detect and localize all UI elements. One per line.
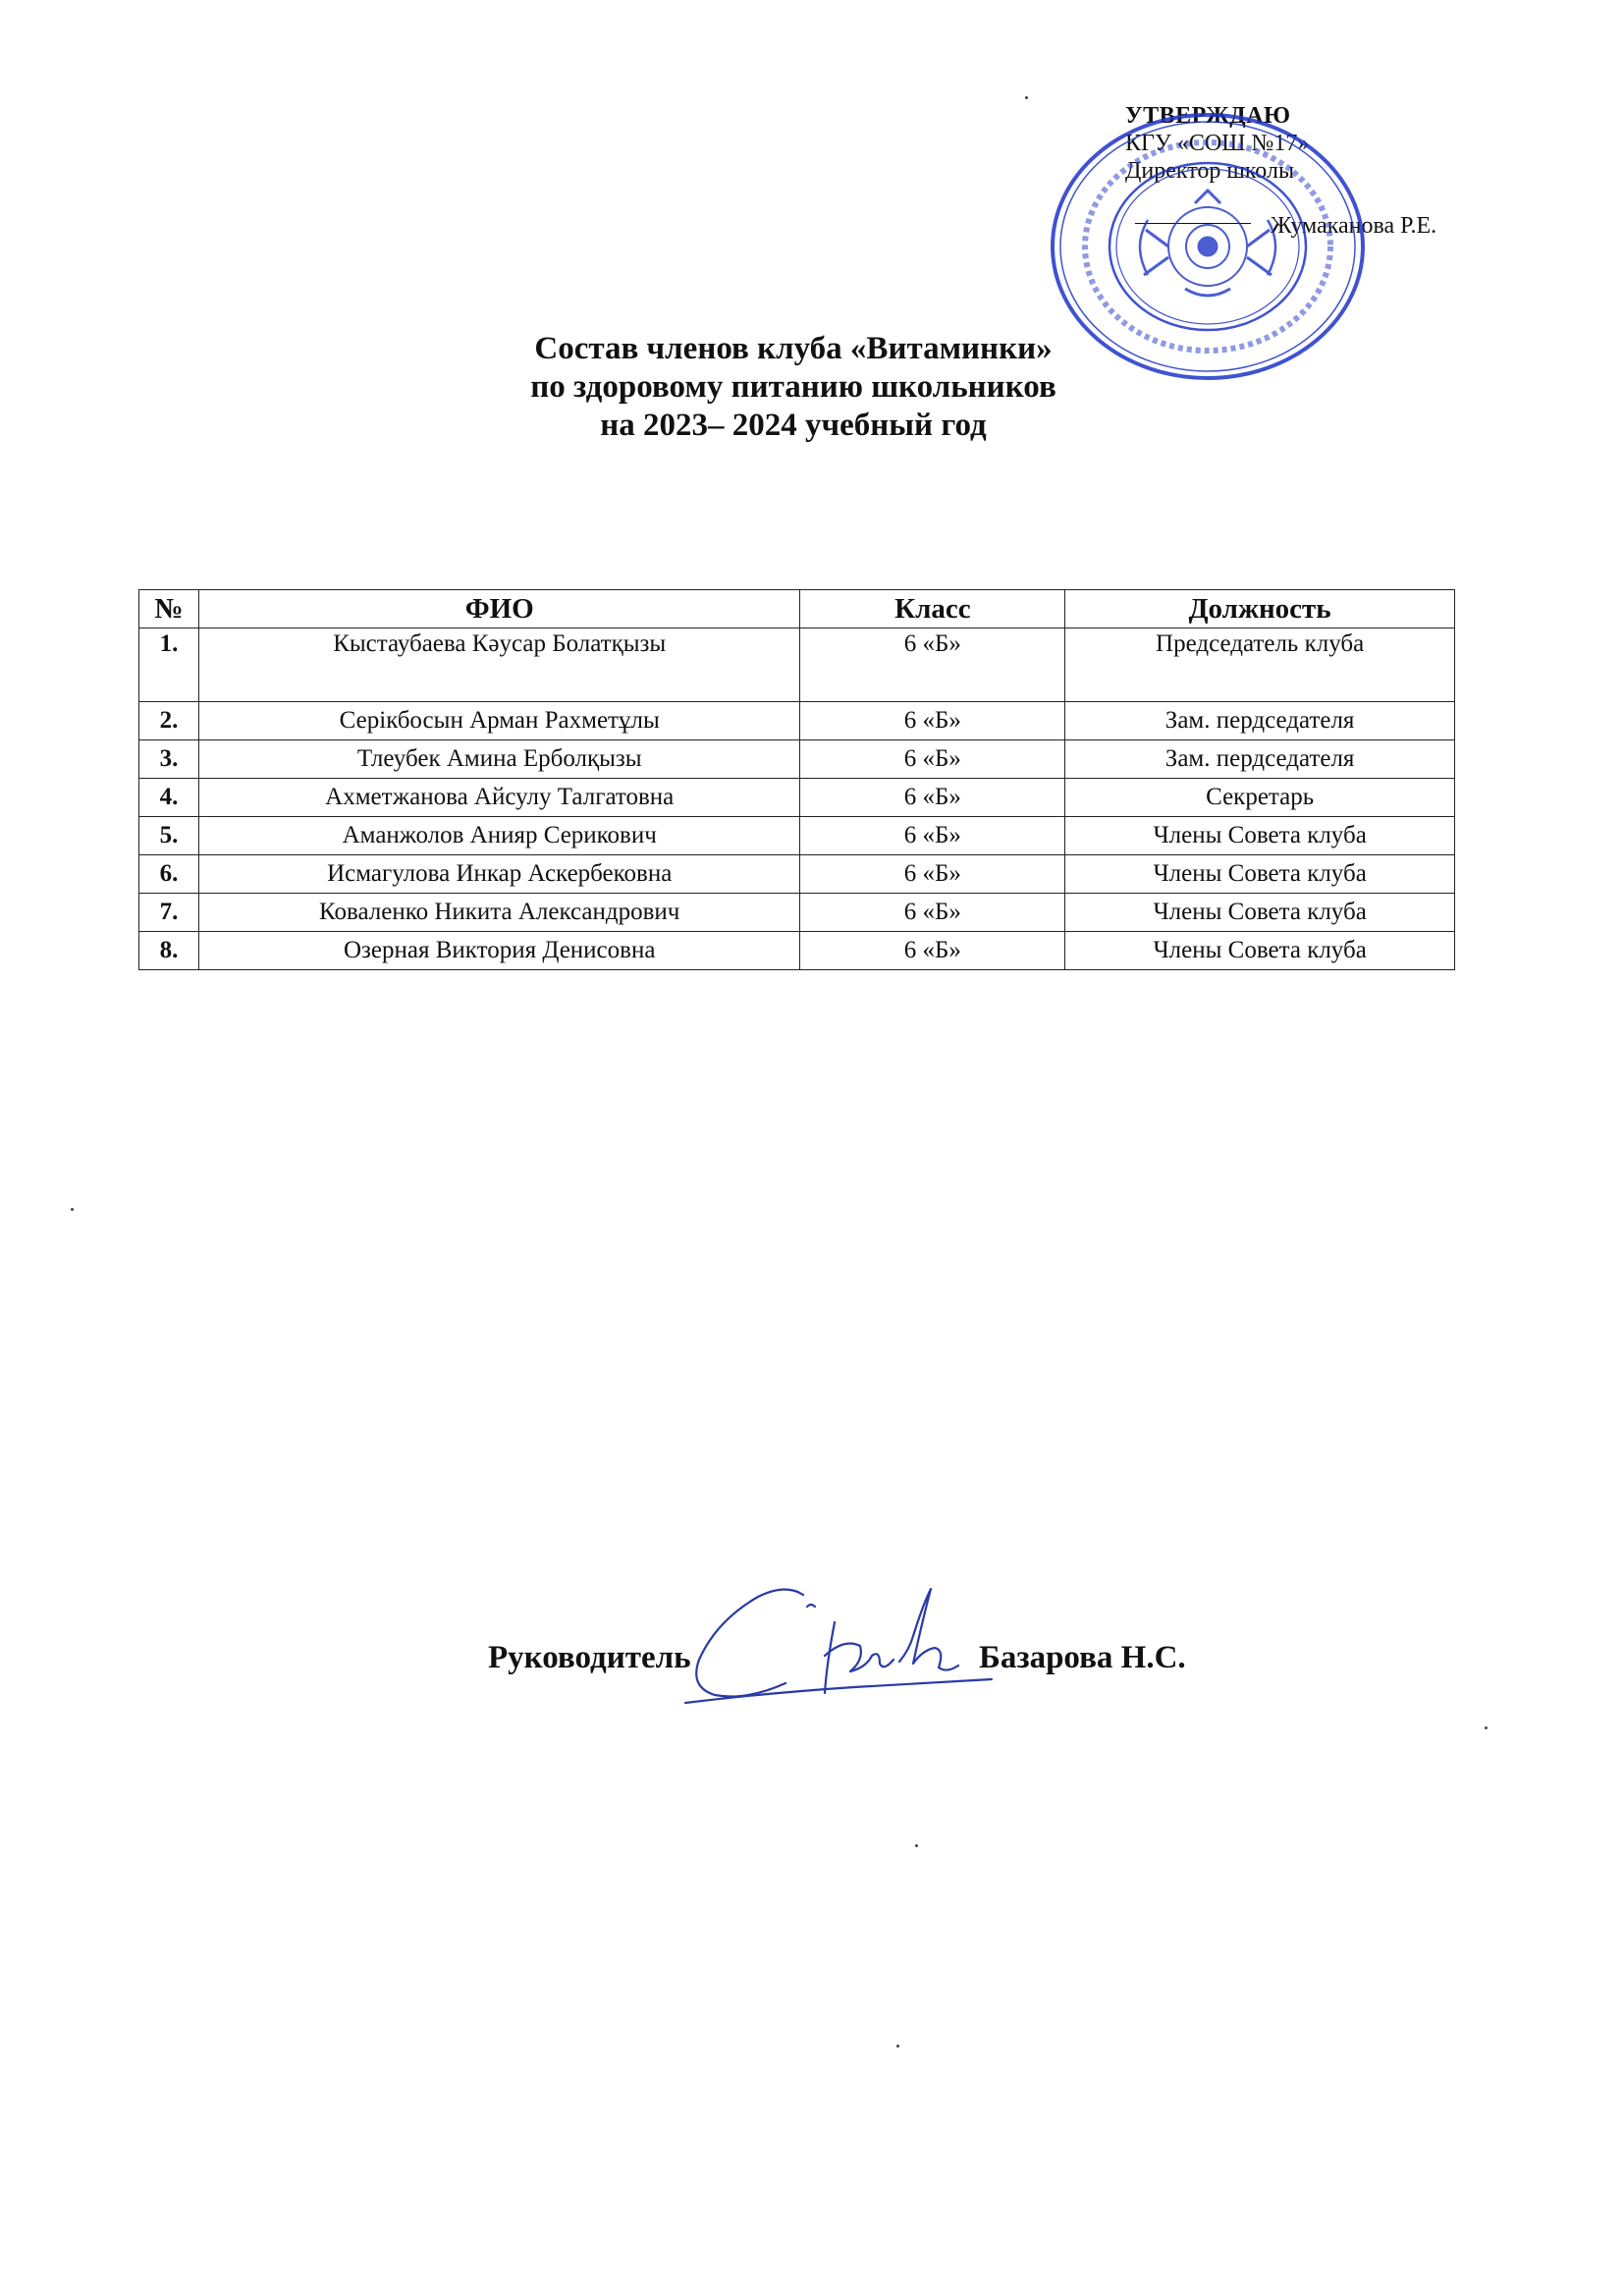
member-name: Аманжолов Анияр Серикович [198,817,800,855]
member-name: Тлеубек Амина Ерболқызы [198,740,800,779]
column-header-class: Класс [800,590,1065,629]
table-row [139,740,1455,779]
row-number: 7. [139,894,199,932]
row-number: 4. [139,779,199,817]
heading-line-3: на 2023– 2024 учебный год [600,408,987,443]
member-name: Исмагулова Инкар Аскербековна [198,855,800,894]
row-number: 1. [139,629,199,702]
member-role: Секретарь [1065,779,1455,817]
row-number: 3. [139,740,199,779]
member-class: 6 «Б» [800,779,1065,817]
heading-line-2: по здоровому питанию школьников [530,369,1056,405]
row-number: 2. [139,702,199,740]
approval-org: КГУ «СОШ №17» [1125,131,1310,156]
member-class: 6 «Б» [800,894,1065,932]
member-role: Члены Совета клуба [1065,817,1455,855]
member-role: Члены Совета клуба [1065,894,1455,932]
table-row [139,779,1455,817]
member-name: Озерная Виктория Денисовна [198,932,800,970]
member-class: 6 «Б» [800,629,1065,702]
column-header-role: Должность [1065,590,1455,629]
member-name: Ахметжанова Айсулу Талгатовна [198,779,800,817]
table-header-row [139,590,1455,629]
director-name: Жумаканова Р.Е. [1271,213,1437,239]
table-row [139,932,1455,970]
member-role: Члены Совета клуба [1065,932,1455,970]
member-name: Серікбосын Арман Рахметұлы [198,702,800,740]
row-number: 5. [139,817,199,855]
member-role: Члены Совета клуба [1065,855,1455,894]
approval-position: Директор школы [1125,158,1295,184]
table-row [139,894,1455,932]
row-number: 6. [139,855,199,894]
official-seal-stamp [1048,110,1368,383]
handwritten-signature [677,1577,1001,1722]
approval-title: УТВЕРЖДАЮ [1125,103,1291,129]
member-class: 6 «Б» [800,740,1065,779]
member-role: Председатель клуба [1065,629,1455,702]
member-role: Зам. пердседателя [1065,740,1455,779]
table-row [139,702,1455,740]
member-class: 6 «Б» [800,855,1065,894]
table-row [139,817,1455,855]
member-class: 6 «Б» [800,702,1065,740]
members-table [138,589,1455,970]
heading-line-1: Состав членов клуба «Витаминки» [534,331,1053,366]
column-header-name: ФИО [198,590,800,629]
column-header-number: № [139,590,199,629]
member-role: Зам. пердседателя [1065,702,1455,740]
table-row [139,855,1455,894]
supervisor-label: Руководитель [488,1640,691,1675]
member-name: Кыстаубаева Кәусар Болатқызы [198,629,800,702]
member-class: 6 «Б» [800,817,1065,855]
member-name: Коваленко Никита Александрович [198,894,800,932]
supervisor-name: Базарова Н.С. [979,1640,1186,1675]
table-row [139,629,1455,702]
member-class: 6 «Б» [800,932,1065,970]
row-number: 8. [139,932,199,970]
